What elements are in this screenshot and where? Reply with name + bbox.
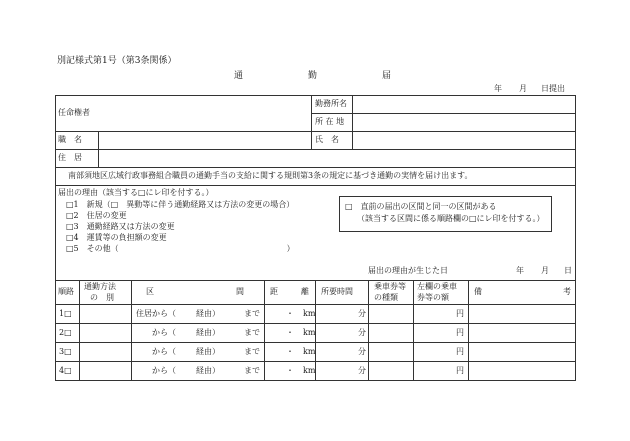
col-remarks-header-right: 考 <box>563 287 571 296</box>
col-section-header-right: 間 <box>236 287 244 296</box>
table-row-yen: 円 <box>456 328 464 337</box>
name-label: 氏 名 <box>315 135 339 144</box>
divider <box>55 185 576 186</box>
divider <box>79 280 80 381</box>
appointer-label: 任命権者 <box>58 108 90 117</box>
table-row-route[interactable]: 3□ <box>59 347 72 356</box>
table-row-to: まで <box>244 366 260 375</box>
table-row-dot: ・ <box>286 347 294 356</box>
reason-date-label: 届出の理由が生じた日 <box>368 266 448 275</box>
col-ticket-header-sub: の種類 <box>374 293 398 302</box>
reason-item[interactable]: □5 その他（ ） <box>66 244 295 253</box>
col-time-header: 所要時間 <box>321 287 353 296</box>
col-section-header-left: 区 <box>146 287 154 296</box>
table-row-min: 分 <box>358 309 366 318</box>
divider <box>368 280 369 381</box>
table-row-min: 分 <box>358 366 366 375</box>
divider <box>311 95 312 131</box>
table-row-via: 経由） <box>196 328 220 337</box>
table-row-yen: 円 <box>456 309 464 318</box>
table-row-dot: ・ <box>286 366 294 375</box>
table-row-via: 経由） <box>196 366 220 375</box>
col-route-header: 順路 <box>58 287 74 296</box>
title-char-2: 勤 <box>308 71 318 81</box>
table-row-dot: ・ <box>286 328 294 337</box>
title-char-3: 届 <box>382 71 392 81</box>
reason-year-label: 年 <box>516 266 524 275</box>
reason-heading: 届出の理由（該当する□にレ印を付する。） <box>58 188 214 197</box>
office-name-label: 勤務所名 <box>315 99 347 108</box>
table-row-route[interactable]: 4□ <box>59 366 72 375</box>
submit-month-label: 月 <box>519 84 527 93</box>
table-row-to: まで <box>244 309 260 318</box>
table-row-route[interactable]: 2□ <box>59 328 72 337</box>
table-row-route[interactable]: 1□ <box>59 309 72 318</box>
table-row-km: km <box>303 366 316 375</box>
submit-day-label: 日提出 <box>541 84 565 93</box>
submit-year-label: 年 <box>494 84 502 93</box>
divider <box>413 280 414 381</box>
table-row-to: まで <box>244 347 260 356</box>
reason-month-label: 月 <box>541 266 549 275</box>
reason-item[interactable]: □3 通勤経路又は方法の変更 <box>66 222 175 231</box>
table-row-min: 分 <box>358 328 366 337</box>
divider <box>131 280 132 381</box>
divider <box>468 280 469 381</box>
reason-item[interactable]: □1 新規（□ 異動等に伴う通勤経路又は方法の変更の場合） <box>66 200 295 209</box>
table-row-dot: ・ <box>286 309 294 318</box>
form-number-label: 別記様式第1号（第3条関係） <box>57 56 177 66</box>
table-row-from: から（ <box>152 366 176 375</box>
divider <box>264 280 265 381</box>
table-row-yen: 円 <box>456 366 464 375</box>
col-amount-header-sub: 券等の額 <box>417 293 449 302</box>
col-remarks-header-left: 備 <box>474 287 482 296</box>
title-char-1: 通 <box>234 71 244 81</box>
col-amount-header: 左欄の乗車 <box>417 282 457 291</box>
same-section-checkbox-label[interactable]: □ 直前の届出の区間と同一の区間がある <box>345 202 497 211</box>
position-label: 職 名 <box>58 135 82 144</box>
col-distance-header-right: 離 <box>301 287 309 296</box>
office-name-field[interactable] <box>353 96 575 113</box>
address-label: 住 居 <box>58 153 82 162</box>
name-field[interactable] <box>353 132 575 149</box>
location-label: 所 在 地 <box>315 117 345 126</box>
same-section-note: （該当する区間に係る順路欄の□にレ印を付する。） <box>357 214 545 223</box>
table-row-via: 経由） <box>196 309 220 318</box>
position-field[interactable] <box>99 132 310 149</box>
divider <box>311 131 312 149</box>
divider <box>55 167 576 168</box>
table-row-km: km <box>303 309 316 318</box>
reason-item[interactable]: □2 住居の変更 <box>66 211 127 220</box>
table-row-to: まで <box>244 328 260 337</box>
table-row-km: km <box>303 328 316 337</box>
table-row-yen: 円 <box>456 347 464 356</box>
table-row-from: 住居から（ <box>136 309 176 318</box>
col-ticket-header: 乗車券等 <box>374 282 406 291</box>
table-row-via: 経由） <box>196 347 220 356</box>
col-method-header: 通勤方法 <box>84 282 116 291</box>
table-row-km: km <box>303 347 316 356</box>
col-method-header-sub: の 別 <box>90 293 114 302</box>
address-field[interactable] <box>99 150 575 167</box>
reason-item[interactable]: □4 運賃等の負担額の変更 <box>66 233 167 242</box>
reason-day-label: 日 <box>564 266 572 275</box>
table-row-min: 分 <box>358 347 366 356</box>
col-distance-header-left: 距 <box>270 287 278 296</box>
declaration-text: 南部須地区広域行政事務組合職員の通勤手当の支給に関する規則第3条の規定に基づき通勤の実情を届け出ます。 <box>68 171 473 180</box>
location-field[interactable] <box>353 114 575 131</box>
table-row-from: から（ <box>152 328 176 337</box>
table-row-from: から（ <box>152 347 176 356</box>
